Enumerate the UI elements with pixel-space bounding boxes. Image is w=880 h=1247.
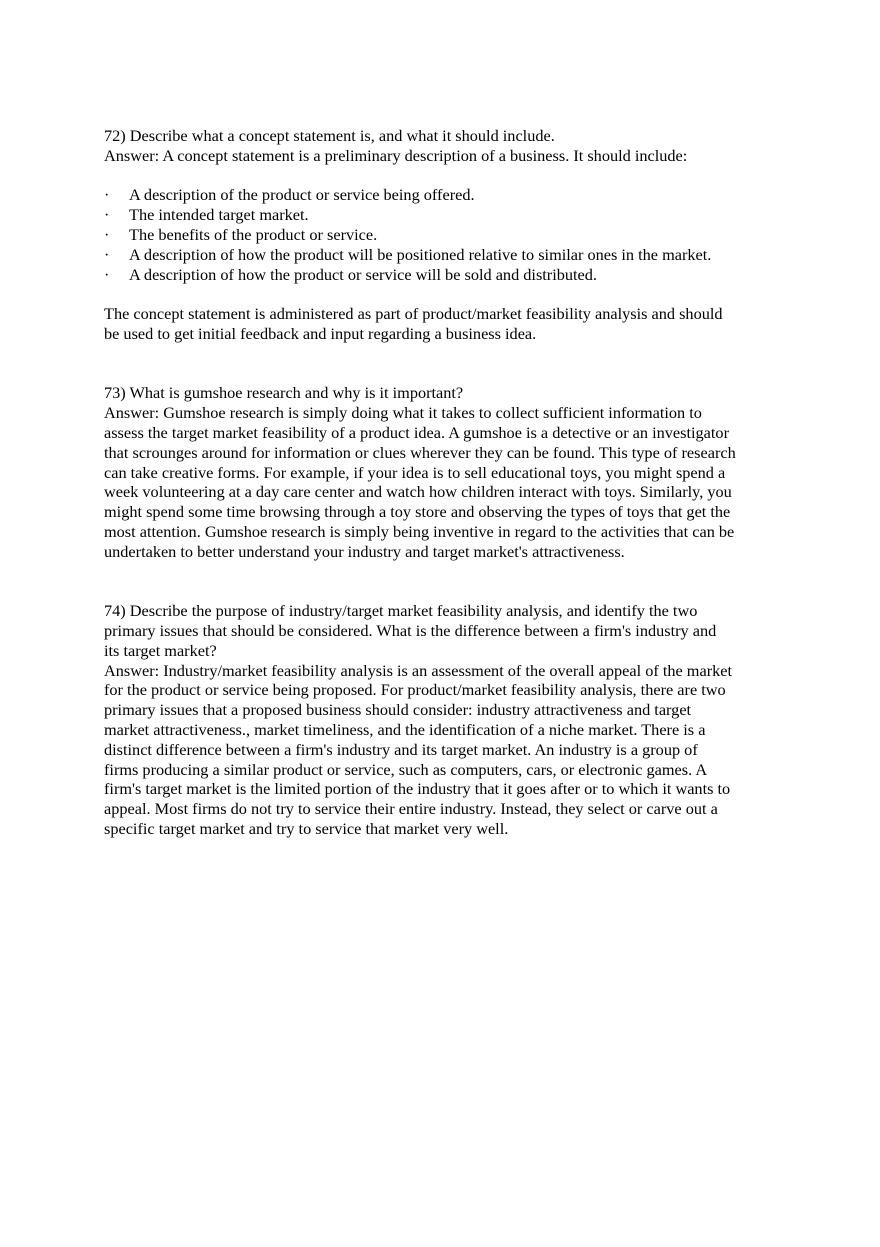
bullet-item (104, 185, 784, 205)
answer-74-line: Answer: Industry/market feasibility analysis is an assessment of the overall appeal of the market (104, 660, 733, 680)
answer-72-closing-line: be used to get initial feedback and input regarding a business idea. (104, 323, 537, 343)
question-74-text-line: its target market? (104, 640, 217, 660)
answer-74-line: specific target market and try to service that market very well. (104, 818, 509, 838)
bullet-dot-icon: · (104, 264, 110, 284)
answer-72-bullet-list (104, 185, 784, 284)
bullet-dot-icon: · (104, 244, 110, 264)
bullet-dot-icon: · (104, 185, 110, 205)
bullet-item (104, 225, 784, 245)
answer-72-intro: Answer: A concept statement is a preliminary description of a business. It should include: (104, 145, 688, 165)
bullet-dot-icon: · (104, 205, 110, 225)
answer-74-line: firm's target market is the limited portion of the industry that it goes after or to which it wants to (104, 779, 731, 799)
answer-73-line: might spend some time browsing through a toy store and observing the types of toys that get the (104, 502, 731, 522)
question-72-text: 72) Describe what a concept statement is, and what it should include. (104, 126, 555, 145)
question-73-block (104, 383, 784, 561)
answer-74-line: for the product or service being proposed. For product/market feasibility analysis, there are two (104, 680, 726, 700)
bullet-item (104, 205, 784, 225)
answer-72-closing-line: The concept statement is administered as part of product/market feasibility analysis and should (104, 304, 723, 324)
bullet-text: A description of the product or service being offered. (129, 185, 475, 205)
answer-74-line: firms producing a similar product or service, such as computers, cars, or electronic games. A (104, 759, 708, 779)
bullet-item (104, 265, 784, 285)
question-73-text: 73) What is gumshoe research and why is it important? (104, 383, 464, 403)
answer-73-line: week volunteering at a day care center and watch how children interact with toys. Similarly, you (104, 482, 732, 502)
question-74-text-line: primary issues that should be considered. What is the difference between a firm's industry and (104, 620, 717, 640)
answer-73-line: can take creative forms. For example, if your idea is to sell educational toys, you might spend a (104, 462, 726, 482)
bullet-dot-icon: · (104, 224, 110, 244)
answer-73-line: that scrounges around for information or clues wherever they can be found. This type of research (104, 442, 736, 462)
bullet-text: A description of how the product or service will be sold and distributed. (129, 264, 597, 284)
answer-73-line: undertaken to better understand your industry and target market's attractiveness. (104, 541, 625, 561)
question-74-block (104, 601, 784, 839)
answer-74-line: market attractiveness., market timeliness, and the identification of a niche market. There is a (104, 719, 706, 739)
spacer (104, 166, 784, 186)
bullet-item (104, 245, 784, 265)
bullet-text: The intended target market. (129, 205, 309, 225)
answer-73-line: Answer: Gumshoe research is simply doing what it takes to collect sufficient information to (104, 403, 702, 423)
document-content (104, 126, 784, 839)
question-72-block (104, 126, 784, 344)
answer-74-line: distinct difference between a firm's industry and its target market. An industry is a group of (104, 739, 698, 759)
spacer (104, 284, 784, 304)
answer-73-line: assess the target market feasibility of a product idea. A gumshoe is a detective or an investigator (104, 422, 729, 442)
answer-74-line: appeal. Most firms do not try to service their entire industry. Instead, they select or carve out a (104, 799, 718, 819)
answer-73-line: most attention. Gumshoe research is simply being inventive in regard to the activities that can be (104, 521, 735, 541)
answer-74-line: primary issues that a proposed business should consider: industry attractiveness and target (104, 700, 692, 720)
question-74-text-line: 74) Describe the purpose of industry/target market feasibility analysis, and identify the two (104, 601, 698, 621)
bullet-text: The benefits of the product or service. (129, 224, 378, 244)
bullet-text: A description of how the product will be positioned relative to similar ones in the market. (129, 244, 712, 264)
